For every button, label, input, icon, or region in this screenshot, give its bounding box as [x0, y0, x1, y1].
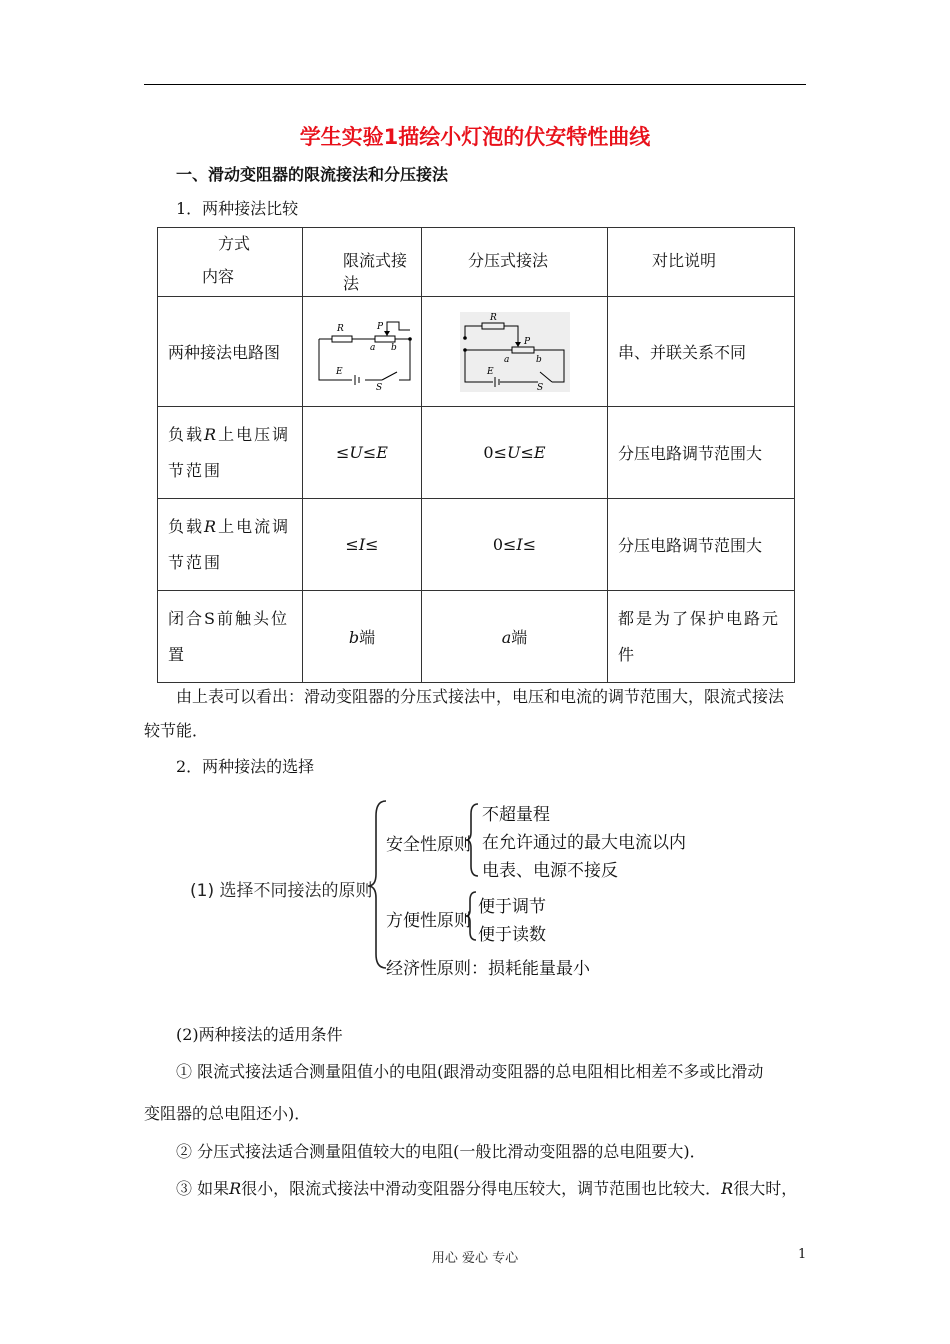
row1-note: 串、并联关系不同 — [608, 297, 795, 407]
row4-note-a: 都是为了保护电路元 — [618, 608, 781, 628]
row2-label-var: R — [204, 424, 219, 444]
header-col-limit: 限流式接法 — [303, 228, 422, 297]
row4-c2-text: 端 — [511, 628, 528, 647]
row2-c1-var2: E — [376, 443, 388, 462]
circuit-label-S: S — [536, 382, 543, 392]
mindmap-safety-item-3: 电表、电源不接反 — [482, 861, 618, 881]
mindmap-economy: 经济性原则：损耗能量最小 — [386, 959, 590, 979]
condition-3-a: ③ 如果 — [176, 1179, 230, 1198]
mindmap-safety-item-2: 在允许通过的最大电流以内 — [482, 833, 686, 853]
circuit-label-P: P — [377, 321, 384, 332]
row4-label — [158, 591, 303, 683]
row3-label-var: R — [204, 516, 219, 536]
row2-label-b: 上电压调 — [218, 424, 291, 444]
circuit-divider-diagram — [460, 312, 570, 392]
mindmap-root: (1) 选择不同接法的原则 — [190, 881, 373, 901]
circuit-label-b: b — [535, 354, 542, 365]
circuit-label-E: E — [336, 366, 343, 377]
row3-c1-b: ≤ — [365, 535, 379, 554]
row3-label-c: 节范围 — [168, 552, 223, 572]
table-row — [158, 407, 795, 499]
selection-mindmap — [186, 796, 706, 986]
row4-c2-var: a — [501, 628, 512, 647]
condition-3-b: 很小，限流式接法中滑动变阻器分得电压较大，调节范围也比较大． — [241, 1179, 722, 1198]
row2-c1-b: ≤ — [362, 443, 377, 462]
circuit-limit-diagram — [307, 312, 417, 392]
header-diagonal-cell — [158, 228, 303, 297]
row2-label-a: 负载 — [168, 424, 205, 444]
table-row — [158, 499, 795, 591]
circuit-label-R: R — [337, 323, 344, 334]
subheading-comparison: 1．两种接法比较 — [176, 199, 299, 218]
table-header-row — [158, 228, 795, 297]
row4-c1-var: b — [348, 628, 360, 647]
row2-c1-var1: U — [349, 443, 363, 462]
header-diag-bottom: 内容 — [202, 267, 235, 286]
row4-divider-position — [422, 591, 608, 683]
circuit-label-a: a — [503, 354, 509, 365]
row2-divider-range — [422, 407, 608, 499]
row3-c1-a: ≤ — [345, 535, 359, 554]
row3-c2-b: ≤ — [522, 535, 537, 554]
row1-label: 两种接法电路图 — [158, 297, 303, 407]
mindmap-convenience: 方便性原则 — [386, 911, 471, 931]
table-row — [158, 297, 795, 407]
circuit-label-E: E — [486, 366, 494, 377]
row2-c1-a: ≤ — [336, 443, 350, 462]
mindmap-convenience-item-1: 便于调节 — [478, 897, 546, 917]
circuit-label-S: S — [376, 382, 383, 392]
row2-limit-range — [303, 407, 422, 499]
circuit-label-R: R — [489, 312, 497, 323]
row3-label — [158, 499, 303, 591]
row4-label-b: 置 — [168, 644, 187, 664]
row2-note: 分压电路调节范围大 — [608, 407, 795, 499]
row3-note: 分压电路调节范围大 — [608, 499, 795, 591]
row4-note-b: 件 — [618, 644, 637, 664]
comparison-table — [157, 227, 795, 683]
section-heading-1: 一、滑动变阻器的限流接法和分压接法 — [176, 165, 449, 184]
row2-label-c: 节范围 — [168, 460, 223, 480]
row2-c2-var1: U — [507, 443, 521, 462]
header-col-divider: 分压式接法 — [422, 228, 608, 297]
circuit-label-a: a — [370, 342, 376, 353]
mindmap-convenience-item-2: 便于读数 — [478, 925, 546, 945]
summary-paragraph-line1: 由上表可以看出：滑动变阻器的分压式接法中，电压和电流的调节范围大，限流式接法 — [176, 687, 785, 706]
page-footer: 用心 爱心 专心 — [431, 1251, 519, 1266]
circuit-label-P: P — [523, 336, 530, 347]
row2-label — [158, 407, 303, 499]
circuit-label-b: b — [391, 342, 397, 353]
row3-c2-a: 0≤ — [492, 535, 517, 554]
condition-2: ② 分压式接法适合测量阻值较大的电阻(一般比滑动变阻器的总电阻要大)． — [176, 1142, 706, 1161]
row2-c2-var2: E — [533, 443, 546, 462]
summary-paragraph-line2: 较节能． — [144, 721, 209, 740]
row4-note — [608, 591, 795, 683]
row3-c2-var: I — [516, 535, 523, 554]
condition-3-var1: R — [229, 1179, 242, 1198]
mindmap-safety-item-1: 不超量程 — [482, 805, 550, 825]
circuit-divider-cell — [422, 297, 608, 407]
row3-divider-range — [422, 499, 608, 591]
page-number: 1 — [798, 1247, 807, 1262]
table-row — [158, 591, 795, 683]
row3-limit-range — [303, 499, 422, 591]
condition-3-c: 很大时， — [733, 1179, 798, 1198]
circuit-limit-cell — [303, 297, 422, 407]
conditions-heading: (2)两种接法的适用条件 — [176, 1025, 343, 1044]
row2-c2-a: 0≤ — [483, 443, 507, 462]
row3-label-a: 负载 — [168, 516, 205, 536]
subheading-selection: 2．两种接法的选择 — [176, 757, 315, 776]
condition-1-line1: ① 限流式接法适合测量阻值小的电阻(跟滑动变阻器的总电阻相比相差不多或比滑动 — [176, 1062, 764, 1081]
row3-c1-var: I — [358, 535, 366, 554]
mindmap-safety: 安全性原则 — [386, 835, 471, 855]
row3-label-b: 上电流调 — [218, 516, 291, 536]
row4-limit-position — [303, 591, 422, 683]
row2-c2-b: ≤ — [520, 443, 534, 462]
row4-label-a: 闭合S前触头位 — [168, 608, 289, 628]
condition-3 — [176, 1176, 797, 1199]
page-title: 学生实验1描绘小灯泡的伏安特性曲线 — [299, 125, 651, 149]
condition-3-var2: R — [721, 1179, 734, 1198]
header-rule — [144, 84, 806, 85]
condition-1-line2: 变阻器的总电阻还小)． — [144, 1104, 311, 1123]
header-diag-top: 方式 — [218, 234, 251, 253]
header-col-note: 对比说明 — [608, 228, 795, 297]
row4-c1-text: 端 — [359, 628, 376, 647]
